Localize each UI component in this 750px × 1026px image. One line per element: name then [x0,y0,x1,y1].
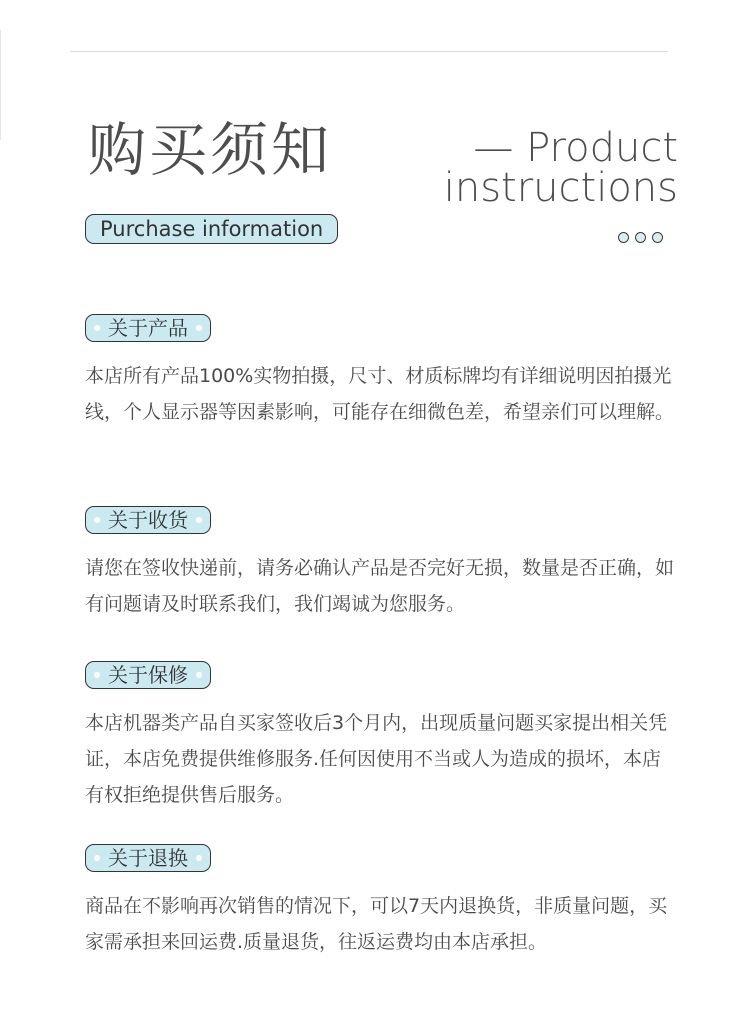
dots-decoration [618,232,663,243]
section-return [85,844,675,960]
dot-icon [652,232,663,243]
section-tag [85,506,211,534]
section-tag-label: 关于收货 [108,508,188,532]
section-tag [85,314,211,342]
section-receipt [85,506,675,622]
dot-icon [196,855,202,861]
dot-icon [196,672,202,678]
page-title-en [443,125,678,211]
top-divider [70,51,668,52]
dot-icon [94,855,100,861]
dot-icon [618,232,629,243]
section-body: 商品在不影响再次销售的情况下，可以7天内退换货，非质量问题，买家需承担来回运费.质量退货，往返运费均由本店承担。 [85,895,668,953]
page-title-cn: 购买须知 [88,116,333,184]
dot-icon [196,325,202,331]
section-body: 请您在签收快递前，请务必确认产品是否完好无损，数量是否正确，如有问题请及时联系我们，我们竭诚为您服务。 [85,557,675,615]
subtitle-badge: Purchase information [85,214,338,244]
section-tag-label: 关于产品 [108,316,188,340]
section-warranty [85,661,675,813]
dot-icon [94,325,100,331]
title-en-line2: instructions [443,165,678,211]
section-body: 本店机器类产品自买家签收后3个月内，出现质量问题买家提出相关凭证，本店免费提供维修服务.任何因使用不当或人为造成的损坏，本店有权拒绝提供售后服务。 [85,712,668,806]
dot-icon [94,672,100,678]
section-product [85,314,675,430]
title-en-line1: — Product [473,125,678,171]
edge-mark [0,30,1,140]
dot-icon [196,517,202,523]
dot-icon [94,517,100,523]
dot-icon [635,232,646,243]
section-tag [85,844,211,872]
section-tag-label: 关于保修 [108,663,188,687]
section-tag [85,661,211,689]
section-tag-label: 关于退换 [108,846,188,870]
section-body: 本店所有产品100%实物拍摄，尺寸、材质标牌均有详细说明因拍摄光线，个人显示器等因素影响，可能存在细微色差，希望亲们可以理解。 [85,365,675,423]
